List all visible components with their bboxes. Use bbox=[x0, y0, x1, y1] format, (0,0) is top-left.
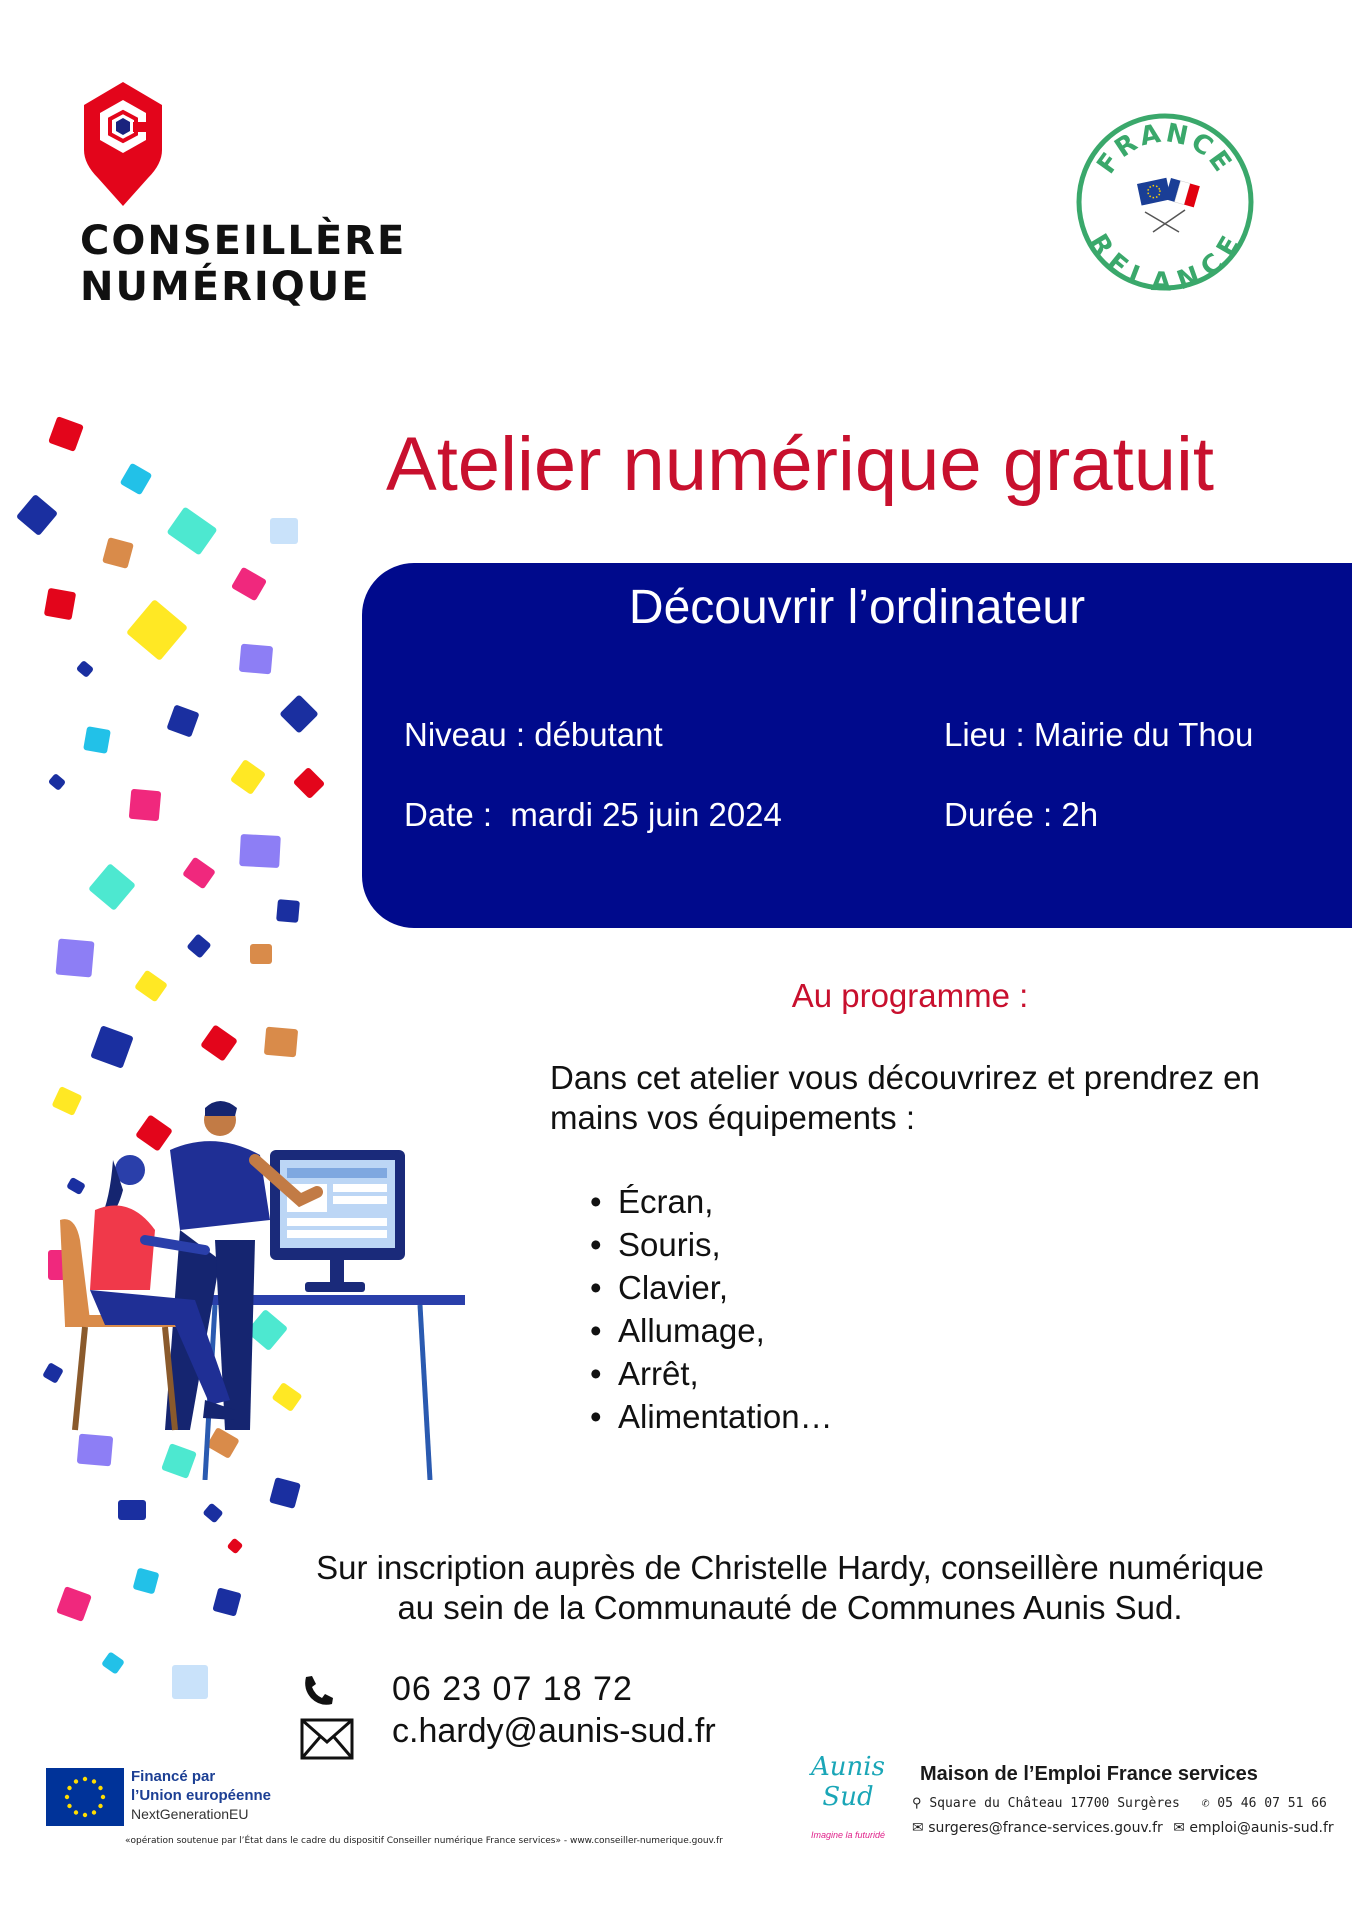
workshop-date: Date : mardi 25 juin 2024 bbox=[404, 796, 782, 833]
eu-line-3: NextGenerationEU bbox=[131, 1806, 249, 1822]
registration-text bbox=[260, 1548, 1320, 1628]
list-item: • Souris, bbox=[590, 1223, 833, 1266]
eu-flag-icon bbox=[46, 1768, 124, 1826]
logo-wordmark bbox=[80, 218, 406, 310]
workshop-info-box bbox=[362, 563, 1352, 928]
france-relance-seal-icon bbox=[1075, 112, 1255, 292]
contact-email[interactable]: c.hardy@aunis-sud.fr bbox=[392, 1712, 716, 1750]
eu-line-2: l’Union européenne bbox=[131, 1787, 272, 1804]
people-computer-illustration bbox=[55, 1100, 465, 1480]
page-title: Atelier numérique gratuit bbox=[386, 422, 1214, 507]
registration-line-2: au sein de la Communauté de Communes Aunis Sud. bbox=[397, 1589, 1183, 1626]
contact-phone[interactable]: 06 23 07 18 72 bbox=[392, 1670, 633, 1708]
mail-small-icon: ✉ bbox=[912, 1820, 924, 1836]
workshop-place: Lieu : Mairie du Thou bbox=[944, 716, 1254, 753]
seal-top-text: FRANCE bbox=[1091, 118, 1239, 180]
mef-address-row bbox=[912, 1796, 1327, 1812]
workshop-level: Niveau : débutant bbox=[404, 716, 663, 753]
workshop-duration: Durée : 2h bbox=[944, 796, 1099, 833]
eu-line-1: Financé par bbox=[131, 1768, 216, 1785]
mef-title: Maison de l’Emploi France services bbox=[920, 1763, 1258, 1785]
footer-note: «opération soutenue par l’État dans le cadre du dispositif Conseiller numérique France services» - www.conseiller-numerique.gouv.fr bbox=[125, 1836, 723, 1846]
list-item: • Clavier, bbox=[590, 1266, 833, 1309]
svg-text:RELANCE bbox=[1083, 229, 1248, 292]
programme-intro: Dans cet atelier vous découvrirez et prendrez en mains vos équipements : bbox=[550, 1059, 1260, 1136]
mef-email-2[interactable]: emploi@aunis-sud.fr bbox=[1189, 1820, 1334, 1836]
programme-heading: Au programme : bbox=[791, 977, 1029, 1014]
location-pin-logo-icon bbox=[78, 78, 168, 208]
mef-phone: 05 46 07 51 66 bbox=[1217, 1796, 1327, 1811]
phone-small-icon: ✆ bbox=[1201, 1796, 1210, 1811]
registration-line-1: Sur inscription auprès de Christelle Hardy, conseillère numérique bbox=[316, 1549, 1264, 1586]
list-item: • Allumage, bbox=[590, 1309, 833, 1352]
list-item: • Alimentation… bbox=[590, 1395, 833, 1438]
location-icon: ⚲ bbox=[912, 1796, 922, 1811]
mef-address: Square du Château 17700 Surgères bbox=[929, 1796, 1180, 1811]
svg-text:FRANCE bbox=[1091, 118, 1238, 179]
seal-bottom-text: RELANCE bbox=[1082, 228, 1248, 292]
logo-line-2: NUMÉRIQUE bbox=[80, 264, 371, 310]
programme-list bbox=[590, 1180, 833, 1438]
logo-line-1: CONSEILLÈRE bbox=[80, 218, 407, 264]
phone-icon bbox=[300, 1673, 336, 1709]
mail-icon bbox=[300, 1718, 354, 1760]
mef-email-1[interactable]: surgeres@france-services.gouv.fr bbox=[928, 1820, 1163, 1836]
list-item: • Arrêt, bbox=[590, 1352, 833, 1395]
list-item: • Écran, bbox=[590, 1180, 833, 1223]
aunis-sud-tagline: Imagine la futuridé bbox=[810, 1830, 886, 1840]
mail-small-icon: ✉ bbox=[1173, 1820, 1185, 1836]
workshop-subtitle: Découvrir l’ordinateur bbox=[628, 581, 1086, 634]
eu-funding-text bbox=[131, 1767, 271, 1824]
mef-email-row bbox=[912, 1820, 1334, 1836]
aunis-sud-logo: Aunis Sud bbox=[811, 1752, 885, 1812]
